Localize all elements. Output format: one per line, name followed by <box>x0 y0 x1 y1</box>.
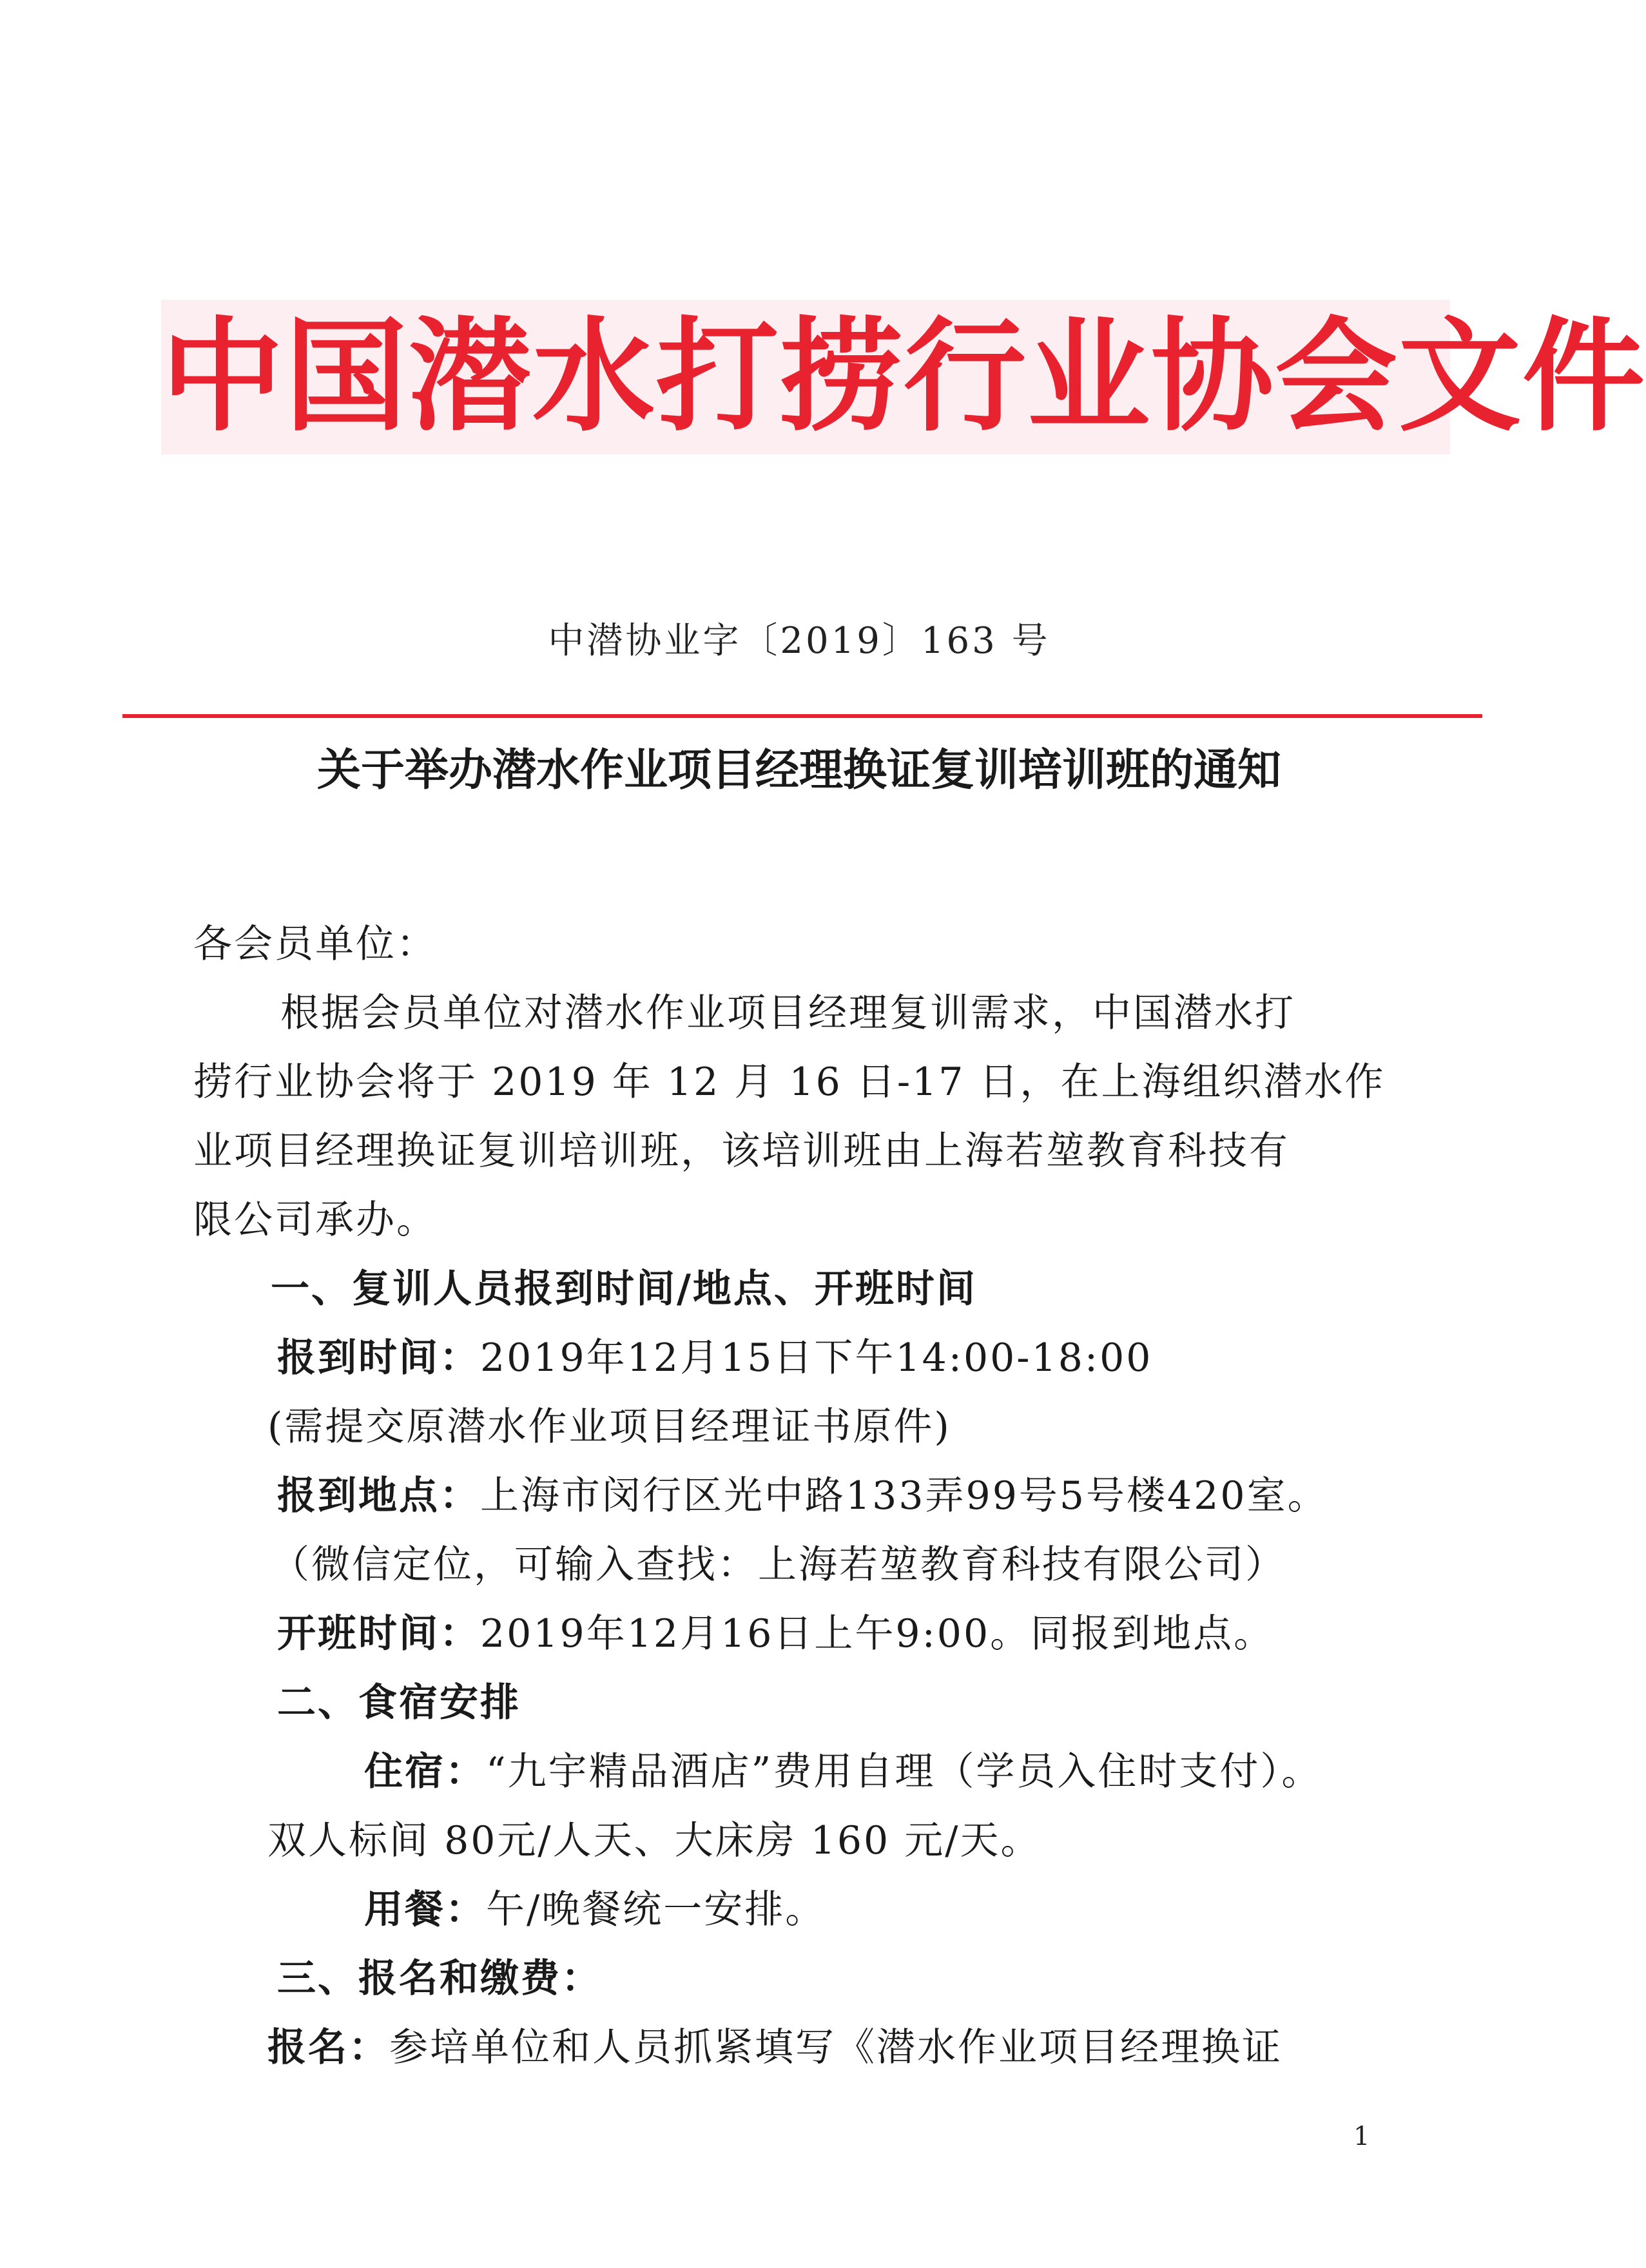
intro-line-3: 业项目经理换证复训培训班，该培训班由上海若堃教育科技有 <box>193 1129 1290 1174</box>
checkin-time-label: 报到时间： <box>277 1335 480 1381</box>
page-number: 1 <box>1353 2122 1370 2151</box>
section1-heading: 一、复训人员报到时间/地点、开班时间 <box>271 1266 977 1312</box>
salutation: 各会员单位： <box>193 922 437 967</box>
checkin-note: (需提交原潜水作业项目经理证书原件) <box>267 1404 951 1449</box>
signup-value: 参培单位和人员抓紧填写《潜水作业项目经理换证 <box>389 2025 1283 2070</box>
lodging-price: 双人标间 80元/人天、大床房 160 元/天。 <box>267 1818 1041 1863</box>
section3-heading: 三、报名和缴费： <box>277 1956 602 2001</box>
checkin-place-row <box>277 1467 1328 1525</box>
checkin-time-row <box>277 1329 1152 1387</box>
meals-value: 午/晚餐统一安排。 <box>486 1887 826 1932</box>
meals-label: 用餐： <box>364 1887 486 1932</box>
intro-line-1: 根据会员单位对潜水作业项目经理复训需求，中国潜水打 <box>280 991 1295 1036</box>
checkin-place-value: 上海市闵行区光中路133弄99号5号楼420室。 <box>480 1473 1328 1518</box>
lodging-row <box>364 1743 1322 1801</box>
red-divider-line <box>122 714 1482 718</box>
intro-line-2: 捞行业协会将于 2019 年 12 月 16 日-17 日，在上海组织潜水作 <box>193 1060 1386 1105</box>
checkin-place-label: 报到地点： <box>277 1473 480 1518</box>
checkin-time-value: 2019年12月15日下午14:00-18:00 <box>480 1335 1153 1381</box>
opening-time-label: 开班时间： <box>277 1611 480 1656</box>
opening-time-value: 2019年12月16日上午9:00。同报到地点。 <box>480 1611 1275 1656</box>
lodging-label: 住宿： <box>364 1749 486 1794</box>
intro-line-4: 限公司承办。 <box>193 1197 437 1243</box>
wechat-location-note: （微信定位，可输入查找：上海若堃教育科技有限公司） <box>271 1542 1286 1587</box>
document-number: 中潜协业字〔2019〕163 号 <box>548 620 1051 662</box>
issuer-header-title: 中国潜水打捞行业协会文件 <box>161 300 1450 454</box>
lodging-value: “九宇精品酒店”费用自理（学员入住时支付）。 <box>486 1749 1322 1794</box>
signup-label: 报名： <box>267 2025 389 2070</box>
notice-title: 关于举办潜水作业项目经理换证复训培训班的通知 <box>316 744 1281 796</box>
opening-time-row <box>277 1605 1274 1663</box>
section2-heading: 二、食宿安排 <box>277 1680 521 1725</box>
meals-row <box>364 1881 826 1939</box>
signup-row <box>267 2019 1283 2077</box>
